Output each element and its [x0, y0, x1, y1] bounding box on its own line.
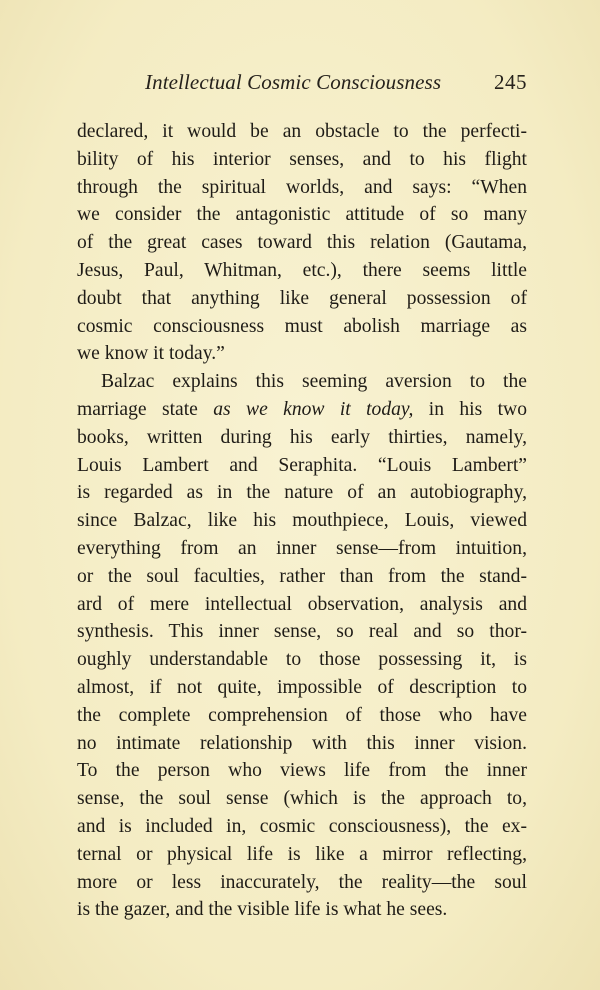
text-line: the complete comprehension of those who have: [77, 704, 527, 726]
running-title: Intellectual Cosmic Consciousness: [145, 70, 442, 94]
running-head: [145, 70, 527, 100]
text-line: we know it today.”: [77, 343, 225, 365]
text-line: books, written during his early thirties, namely,: [77, 426, 527, 448]
text-line: synthesis. This inner sense, so real and so thor-: [77, 621, 527, 643]
text-segment: in his two: [413, 398, 527, 420]
text-line: no intimate relationship with this inner vision.: [77, 732, 527, 754]
text-segment: marriage state: [77, 398, 198, 420]
text-line: is the gazer, and the visible life is what he sees.: [77, 899, 448, 921]
text-line: ternal or physical life is like a mirror reflecting,: [77, 843, 527, 865]
text-line: doubt that anything like general possession of: [77, 287, 527, 309]
text-line: To the person who views life from the inner: [77, 760, 527, 782]
text-line: Jesus, Paul, Whitman, etc.), there seems little: [77, 259, 527, 281]
text-line: Balzac explains this seeming aversion to the: [101, 371, 527, 393]
text-line: is regarded as in the nature of an autobiography,: [77, 482, 527, 504]
text-line: declared, it would be an obstacle to the perfecti-: [77, 121, 527, 142]
text-line: more or less inaccurately, the reality—the soul: [77, 871, 527, 893]
text-line: since Balzac, like his mouthpiece, Louis, viewed: [77, 510, 527, 532]
text-line: of the great cases toward this relation (Gautama,: [77, 232, 527, 254]
body-text: [77, 118, 527, 924]
text-line: sense, the soul sense (which is the approach to,: [77, 788, 527, 810]
text-line: Louis Lambert and Seraphita. “Louis Lambert”: [77, 454, 527, 476]
text-line: oughly understandable to those possessing it, is: [77, 649, 527, 671]
text-line: or the soul faculties, rather than from the stand-: [77, 565, 527, 587]
text-line: cosmic consciousness must abolish marriage as: [77, 315, 527, 337]
text-line: bility of his interior senses, and to his flight: [77, 148, 527, 170]
text-line: through the spiritual worlds, and says: “When: [77, 176, 527, 198]
italic-phrase: as we know it today,: [197, 398, 414, 420]
text-line: we consider the antagonistic attitude of so many: [77, 204, 527, 226]
text-line: almost, if not quite, impossible of description to: [77, 676, 527, 698]
text-line: and is included in, cosmic consciousness), the ex-: [77, 815, 527, 837]
text-line: everything from an inner sense—from intuition,: [77, 537, 527, 559]
page-number: 245: [494, 70, 527, 94]
text-line-with-emphasis: [77, 396, 527, 424]
text-line: ard of mere intellectual observation, analysis and: [77, 593, 527, 615]
